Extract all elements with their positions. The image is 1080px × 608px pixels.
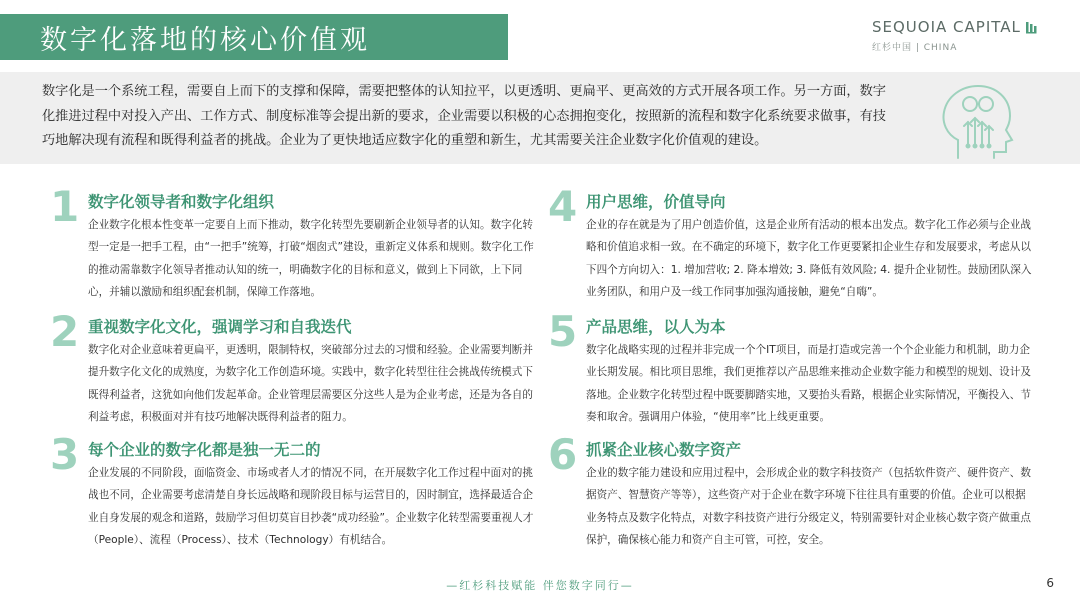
item-number: 4 xyxy=(548,182,578,231)
item-title: 产品思维，以人为本 xyxy=(586,318,726,336)
item-title: 抓紧企业核心数字资产 xyxy=(586,441,742,459)
sequoia-leaf-icon xyxy=(1025,20,1037,34)
sequoia-logo xyxy=(872,18,1052,53)
item-number: 5 xyxy=(548,307,578,356)
page-number: 6 xyxy=(1046,576,1054,590)
item-title: 用户思维，价值导向 xyxy=(586,193,726,211)
item-body: 企业发展的不同阶段，面临资金、市场或者人才的情况不同，在开展数字化工作过程中面对的挑战也不同，企业需要考虑清楚自身长远战略和现阶段目标与运营目的，因时制宜，选择最适合企业自身发展的观念和道路，鼓励学习但切莫盲目抄袭“成功经验”。企业数字化转型需要重视人才（People）、流程（Process）、技术（Technology）有机结合。 xyxy=(88,467,534,547)
logo-subtitle: 红杉中国 | CHINA xyxy=(872,43,958,53)
item-number: 6 xyxy=(548,430,578,479)
logo-text: SEQUOIA CAPITAL xyxy=(872,18,1021,36)
item-body: 数字化对企业意味着更扁平，更透明，限制特权，突破部分过去的习惯和经验。企业需要判断并提升数字化文化的成熟度，为数字化工作创造环境。实践中，数字化转型往往会挑战传统模式下既得利益者，这犹如向他们发起革命。企业管理层需要区分这些人是为企业考虑，还是为各自的利益考虑，积极面对并有技巧地解决既得利益者的阻力。 xyxy=(88,344,533,424)
item-title: 数字化领导者和数字化组织 xyxy=(88,193,275,211)
item-body: 数字化战略实现的过程并非完成一个个IT项目，而是打造或完善一个个企业能力和机制，助力企业长期发展。相比项目思维，我们更推荐以产品思维来推动企业数字能力和模型的规划、设计及落地。企业数字化转型过程中既要脚踏实地，又要抬头看路，根据企业实际情况，平衡投入、节奏和取舍。强调用户体验，“使用率”比上线更重要。 xyxy=(586,344,1031,424)
digital-head-icon xyxy=(928,82,1024,162)
page-title: 数字化落地的核心价值观 xyxy=(40,24,370,56)
item-number: 2 xyxy=(50,307,80,356)
footer-slogan: —红杉科技赋能 伴您数字同行— xyxy=(446,579,634,592)
item-title: 重视数字化文化，强调学习和自我迭代 xyxy=(88,318,352,336)
intro-paragraph: 数字化是一个系统工程，需要自上而下的支撑和保障，需要把整体的认知拉平，以更透明、更扁平、更高效的方式开展各项工作。另一方面，数字化推进过程中对投入产出、工作方式、制度标准等会提出新的要求，企业需要以积极的心态拥抱变化，按照新的流程和数字化系统要求做事，有技巧地解决现有流程和既得利益者的挑战。企业为了更快地适应数字化的重塑和新生，尤其需要关注企业数字化价值观的建设。 xyxy=(42,84,886,148)
item-body: 企业数字化根本性变革一定要自上而下推动，数字化转型先要刷新企业领导者的认知。数字化转型一定是一把手工程，由“一把手”统筹，打破“烟囱式”建设，重新定义体系和规则。数字化工作的推动需靠数字化领导者推动认知的统一，明确数字化的目标和意义，做到上下同欲，上下同心，并辅以激励和组织配套机制，保障工作落地。 xyxy=(88,219,534,299)
item-title: 每个企业的数字化都是独一无二的 xyxy=(88,441,321,459)
item-number: 3 xyxy=(50,430,80,479)
title-bar xyxy=(0,14,508,60)
item-body: 企业的数字能力建设和应用过程中，会形成企业的数字科技资产（包括软件资产、硬件资产、数据资产、智慧资产等等），这些资产对于企业在数字环境下往往具有重要的价值。企业可以根据业务特点及数字化特点，对数字科技资产进行分级定义，特别需要针对企业核心数字资产做重点保护，确保核心能力和资产自主可管，可控，安全。 xyxy=(586,467,1031,547)
item-body: 企业的存在就是为了用户创造价值，这是企业所有活动的根本出发点。数字化工作必须与企业战略和价值追求相一致。在不确定的环境下，数字化工作更要紧扣企业生存和发展要求，考虑从以下四个方向切入：1. 增加营收; 2. 降本增效; 3. 降低有效风险; 4. 提升企业韧性。鼓励团队深入业务团队，和用户及一线工作同事加强沟通接触，避免“自嗨”。 xyxy=(586,219,1032,299)
item-number: 1 xyxy=(50,182,80,231)
